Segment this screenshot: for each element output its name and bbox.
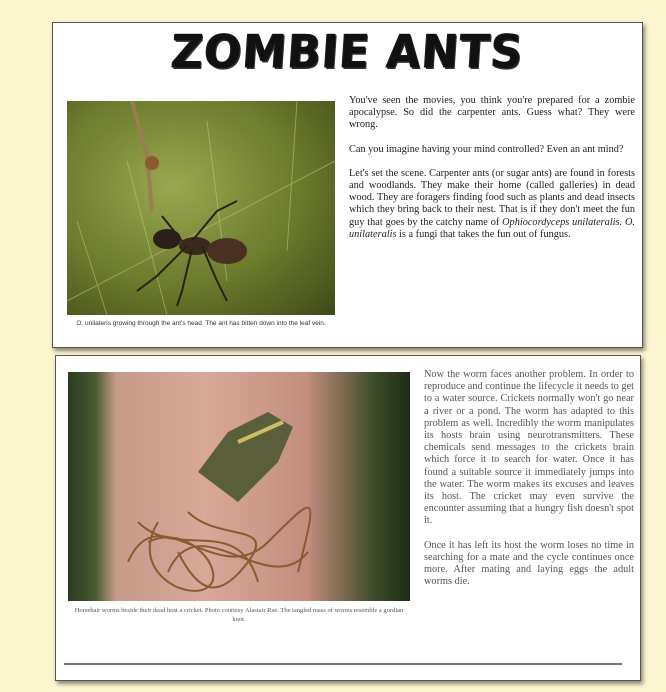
paragraph: Can you imagine having your mind controlled? Even an ant mind? — [349, 143, 624, 155]
horsehair-worm-panel — [55, 355, 641, 681]
zombie-ants-panel — [52, 22, 643, 348]
divider — [64, 663, 622, 665]
paragraph: You've seen the movies, you think you're prepared for a zombie apocalypse. So did the carpenter ants. Guess what? They were wrong. — [349, 95, 635, 131]
ant-illustration — [67, 101, 335, 315]
text-run: is a fungi that takes the fun out of fungus. — [396, 228, 571, 240]
worm-article-text — [424, 369, 634, 600]
paragraph: Now the worm faces another problem. In order to reproduce and continue the lifecycle it needs to get to a water source. Crickets normally won't go near a river or a pond. The worm has adapted to this problem as well. Incredibly the worm manipulates its hosts brain using neurotransmitters. These chemicals send messages to the crickets brain which force it to search for water. Once it has found a suitable source it immediately jumps into the water. The worm makes its excuses and leaves its host. The cricket may even survive the encounter assuming that a hungry fish doesn't spot it. — [424, 369, 634, 527]
ant-article-text — [349, 95, 635, 253]
paragraph: Once it has left its host the worm loses no time in searching for a mate and the cycle continues once more. After mating and laying eggs the adult worms die. — [424, 539, 634, 588]
ant-photo-caption: O. unilateris growing through the ant's head. The ant has bitten down into the leaf vein. — [76, 320, 326, 327]
worm-cricket-photo — [68, 372, 410, 601]
ant-fungus-photo — [67, 101, 335, 315]
species-name: Ophiocordyceps unilateralis. — [502, 216, 623, 228]
worm-photo-caption: Horsehair worms beside their dead host a cricket. Photo courtesy Alastair Rae. The tangled mass of worms resemble a gordian knot. — [74, 607, 404, 623]
paragraph — [349, 168, 635, 241]
page-title: ZOMBIE ANTS — [169, 25, 526, 80]
species-name-short: O. unilateralis — [349, 216, 635, 240]
worm-illustration — [68, 372, 410, 601]
text-run: Let's set the scene. Carpenter ants (or sugar ants) are found in forests and woodlands. They make their home (called galleries) in dead wood. They are foragers finding food such as plants and dead insects which they bring back to their nest. That is if they don't meet the fun guy that goes by the catchy name of — [349, 167, 635, 228]
